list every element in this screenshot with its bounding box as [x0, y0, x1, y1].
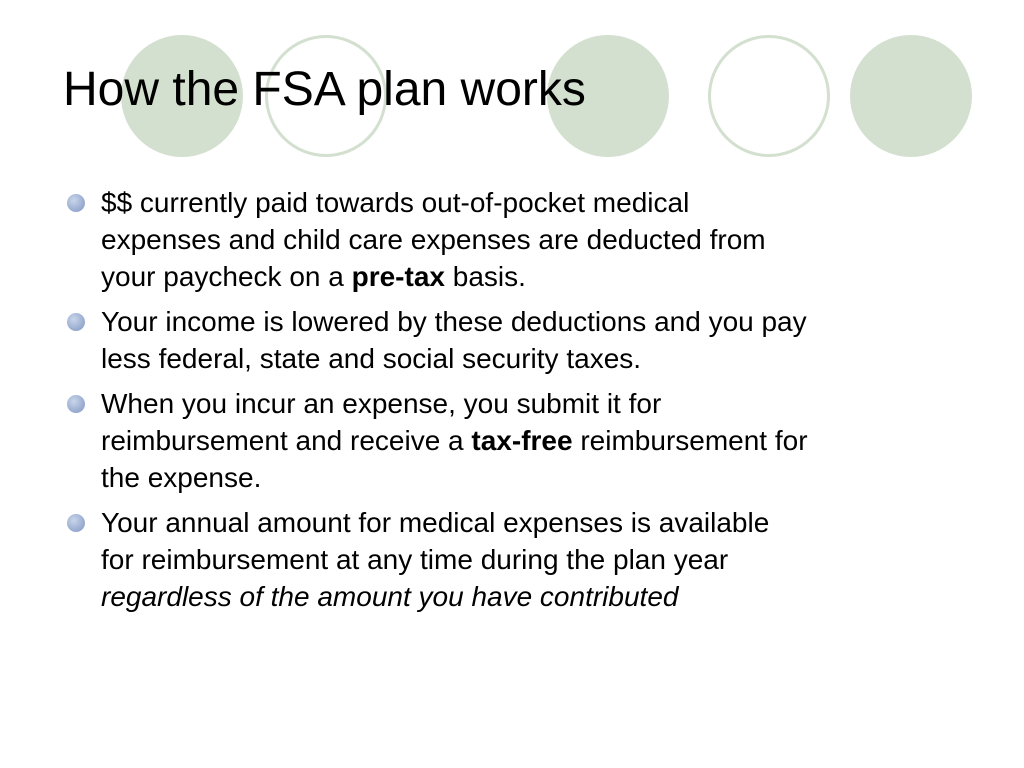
bullet-item — [66, 303, 971, 377]
bullet-list — [66, 184, 971, 623]
bullet-line: less federal, state and social security taxes. — [101, 343, 642, 374]
decorative-circle-filled — [850, 35, 972, 157]
bullet-line: for reimbursement at any time during the plan year — [101, 544, 729, 575]
bullet-line: Your annual amount for medical expenses is available — [101, 507, 770, 538]
bullet-line: your paycheck on a pre-tax basis. — [101, 261, 526, 292]
bullet-dot-icon — [67, 194, 85, 212]
bullet-line: When you incur an expense, you submit it for — [101, 388, 662, 419]
bullet-line: reimbursement and receive a tax-free reimbursement for — [101, 425, 808, 456]
emphasis-tax-free: tax-free — [471, 425, 573, 456]
slide-title: How the FSA plan works — [63, 63, 586, 116]
bullet-line — [101, 578, 971, 615]
bullet-line: the expense. — [101, 462, 262, 493]
decorative-circle-outline — [708, 35, 830, 157]
bullet-item — [66, 504, 971, 615]
bullet-dot-icon — [67, 313, 85, 331]
emphasis-regardless: regardless of the amount you have contributed — [101, 581, 679, 612]
bullet-line: expenses and child care expenses are deducted from — [101, 224, 766, 255]
bullet-item — [66, 385, 971, 496]
bullet-item — [66, 184, 971, 295]
bullet-dot-icon — [67, 395, 85, 413]
bullet-line: $$ currently paid towards out-of-pocket medical — [101, 187, 690, 218]
bullet-line: Your income is lowered by these deductions and you pay — [101, 306, 807, 337]
bullet-dot-icon — [67, 514, 85, 532]
emphasis-pre-tax: pre-tax — [351, 261, 445, 292]
